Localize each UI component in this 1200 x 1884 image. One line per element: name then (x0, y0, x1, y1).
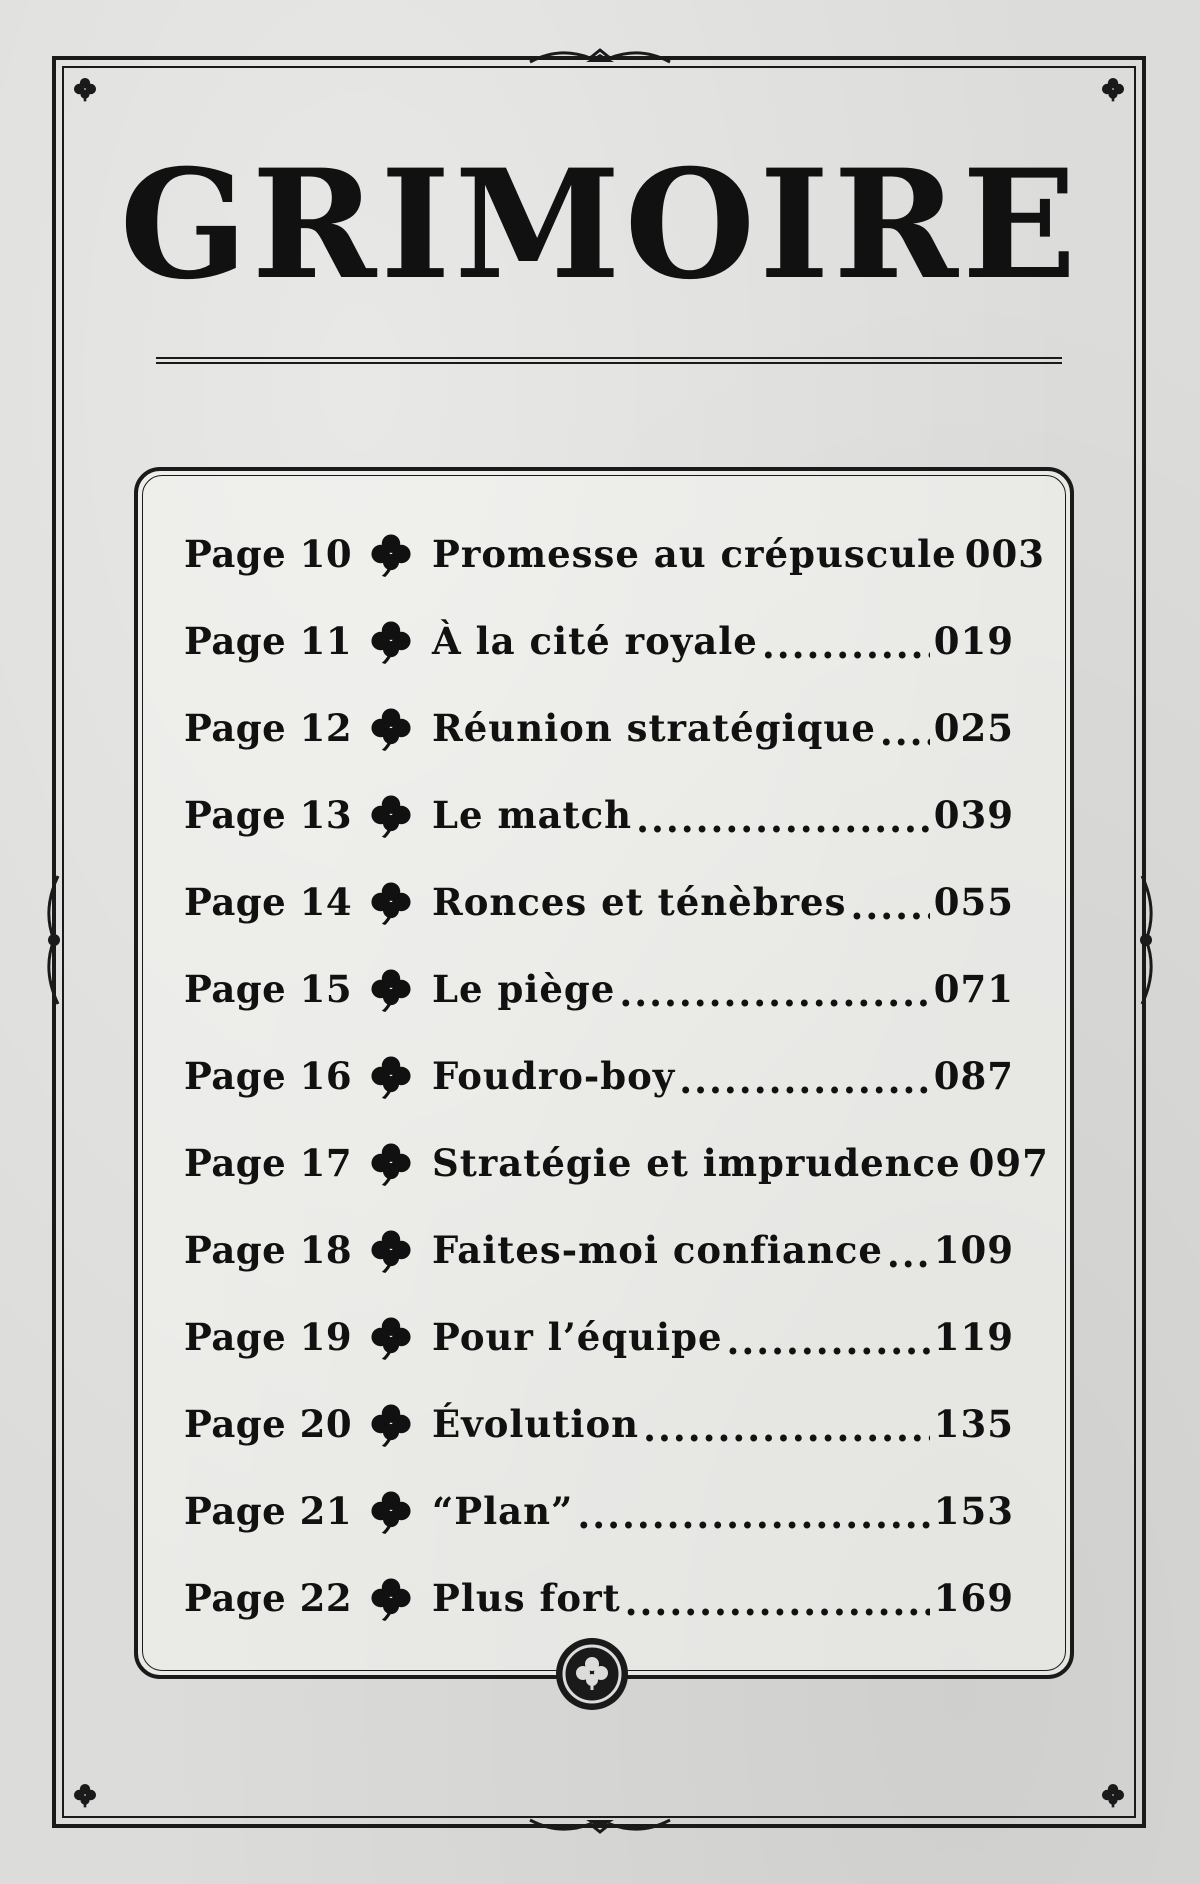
right-ornament-icon (1134, 870, 1160, 1010)
clover-icon (368, 1488, 414, 1534)
page-title: GRIMOIRE (119, 137, 1081, 313)
clover-icon (368, 879, 414, 925)
toc-page-number: 025 (933, 705, 1014, 750)
toc-entry[interactable] (184, 1380, 1014, 1467)
toc-page-number: 135 (933, 1401, 1014, 1446)
toc-page-number: 087 (933, 1053, 1014, 1098)
toc-chapter-title: Pour l’équipe (432, 1314, 723, 1359)
clover-icon (368, 531, 414, 577)
toc-entry[interactable] (184, 1554, 1014, 1641)
clover-icon (368, 1053, 414, 1099)
clover-icon (368, 1401, 414, 1447)
toc-entry[interactable] (184, 1032, 1014, 1119)
bottom-ornament-icon (520, 1812, 680, 1838)
title-divider (156, 357, 1062, 364)
toc-leader-dots (636, 797, 930, 841)
toc-chapter-label: Page 20 (184, 1401, 353, 1446)
clover-corner-icon (72, 76, 98, 102)
clover-icon (368, 1140, 414, 1186)
toc-leader-dots (880, 710, 930, 754)
toc-leader-dots (727, 1319, 930, 1363)
toc-page-number: 097 (968, 1140, 1049, 1185)
toc-chapter-title: À la cité royale (432, 618, 758, 663)
toc-entry[interactable] (184, 1206, 1014, 1293)
toc-chapter-title: Réunion stratégique (432, 705, 876, 750)
toc-chapter-title: Foudro-boy (432, 1053, 676, 1098)
toc-leader-dots (619, 971, 929, 1015)
toc-entry[interactable] (184, 597, 1014, 684)
toc-leader-dots (625, 1580, 930, 1624)
toc-leader-dots (577, 1493, 929, 1537)
toc-leader-dots (679, 1058, 929, 1102)
clover-corner-icon (1100, 1782, 1126, 1808)
clover-icon (368, 966, 414, 1012)
clover-corner-icon (72, 1782, 98, 1808)
toc-chapter-label: Page 12 (184, 705, 353, 750)
clover-corner-icon (1100, 76, 1126, 102)
toc-entry[interactable] (184, 1467, 1014, 1554)
toc-page-number: 119 (933, 1314, 1014, 1359)
toc-leader-dots (643, 1406, 930, 1450)
clover-icon (368, 1575, 414, 1621)
toc-chapter-label: Page 16 (184, 1053, 353, 1098)
clover-icon (368, 1314, 414, 1360)
toc-chapter-label: Page 19 (184, 1314, 353, 1359)
toc-entry[interactable] (184, 1293, 1014, 1380)
toc-chapter-label: Page 21 (184, 1488, 353, 1533)
toc-chapter-label: Page 22 (184, 1575, 353, 1620)
toc-leader-dots (887, 1232, 930, 1276)
left-ornament-icon (40, 870, 66, 1010)
toc-chapter-title: Le piège (432, 966, 616, 1011)
toc-page-number: 003 (964, 531, 1045, 576)
toc-entry[interactable] (184, 684, 1014, 771)
toc-page-number: 039 (933, 792, 1014, 837)
toc-chapter-label: Page 11 (184, 618, 353, 663)
toc-chapter-label: Page 17 (184, 1140, 353, 1185)
toc-entry[interactable] (184, 1119, 1049, 1206)
toc-chapter-title: Faites-moi confiance (432, 1227, 883, 1272)
clover-icon (368, 1227, 414, 1273)
clover-icon (368, 792, 414, 838)
toc-entry[interactable] (184, 858, 1014, 945)
toc-chapter-title: “Plan” (432, 1488, 574, 1533)
toc-chapter-label: Page 13 (184, 792, 353, 837)
toc-chapter-title: Stratégie et imprudence (432, 1140, 961, 1185)
toc-chapter-title: Évolution (432, 1401, 640, 1446)
toc-chapter-label: Page 18 (184, 1227, 353, 1272)
toc-chapter-title: Le match (432, 792, 633, 837)
clover-icon (368, 705, 414, 751)
toc-page-number: 019 (933, 618, 1014, 663)
toc-chapter-title: Promesse au crépuscule (432, 531, 957, 576)
toc-leader-dots (762, 623, 930, 667)
clover-emblem-icon (554, 1636, 630, 1712)
toc-entry[interactable] (184, 945, 1014, 1032)
toc-page-number: 169 (933, 1575, 1014, 1620)
toc-chapter-label: Page 15 (184, 966, 353, 1011)
toc-chapter-label: Page 10 (184, 531, 353, 576)
clover-icon (368, 618, 414, 664)
toc-page-number: 109 (933, 1227, 1014, 1272)
toc-entry[interactable] (184, 510, 1045, 597)
toc-leader-dots (850, 884, 929, 928)
toc-page-number: 071 (933, 966, 1014, 1011)
table-of-contents (184, 510, 1049, 1641)
toc-chapter-title: Ronces et ténèbres (432, 879, 847, 924)
toc-page-number: 153 (933, 1488, 1014, 1533)
toc-entry[interactable] (184, 771, 1014, 858)
toc-chapter-title: Plus fort (432, 1575, 621, 1620)
toc-page-number: 055 (933, 879, 1014, 924)
top-ornament-icon (520, 44, 680, 70)
toc-chapter-label: Page 14 (184, 879, 353, 924)
